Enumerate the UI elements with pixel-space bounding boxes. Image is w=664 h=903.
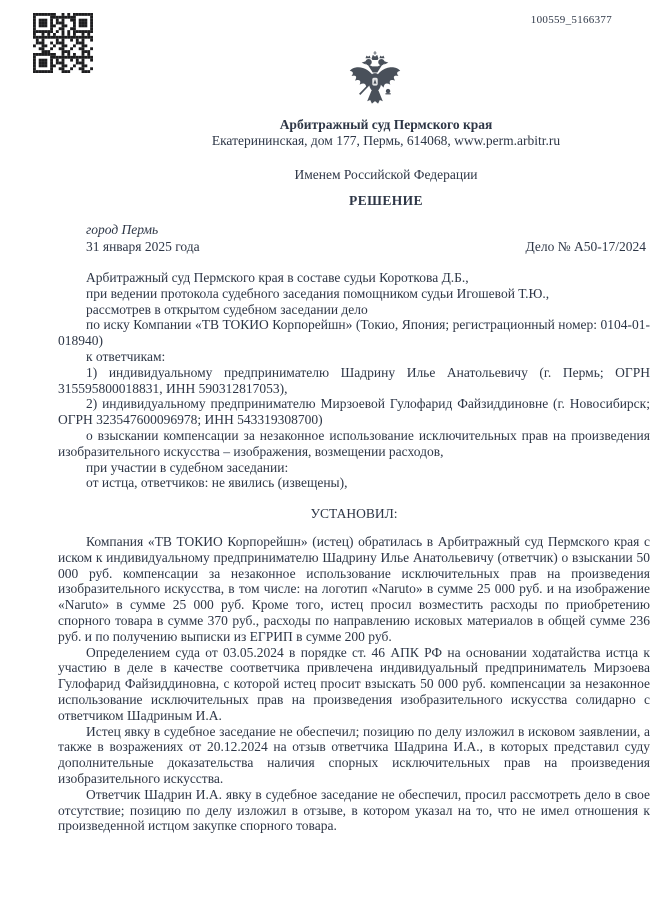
intro-paragraph: от истца, ответчиков: не явились (извещены), — [86, 475, 348, 491]
body-paragraph: Компания «ТВ ТОКИО Корпорейшн» (истец) обратилась в Арбитражный суд Пермского края с иском к индивидуальному предпринимателю Шадрину Илье Анатольевичу (ответчик) о взыскании 50 000 руб. компенсации за незаконное использование исключительных прав на произведения изобразительного искусства, в том числе: на логотип «Naruto» в сумме 25 000 руб. и на изображение «Naruto» в сумме 25 000 руб. Кроме того, истец просил возместить расходы по приобретению спорного товара в сумме 370 руб., расходы по направлению исковых материалов в общей сумме 236 руб. и по получению выписки из ЕГРИП в сумме 200 руб. — [58, 534, 650, 644]
intro-paragraph: 1) индивидуальному предпринимателю Шадрину Илье Анатольевичу (г. Пермь; ОГРН 315595800018831, ИНН 590312817053), — [58, 364, 650, 396]
body-paragraph: Истец явку в судебное заседание не обеспечил; позицию по делу изложил в исковом заявлении, а также в возражениях от 20.12.2024 на отзыв ответчика Шадрина И.А., в которых представил суду дополнительные доказательства наличия спорных исключительных прав на произведения изобразительного искусства. — [58, 723, 650, 786]
document-id-number: 100559_5166377 — [530, 14, 612, 26]
intro-paragraph: к ответчикам: — [86, 348, 166, 364]
body-paragraph: Ответчик Шадрин И.А. явку в судебное заседание не обеспечил, просил рассмотреть дело в свое отсутствие; позицию по делу изложил в отзыве, в котором указал на то, что не имел отношения к произведенной истцом закупке спорного товара. — [58, 786, 650, 834]
section-heading-ustanovil: УСТАНОВИЛ: — [310, 506, 398, 521]
intro-paragraph: при участии в судебном заседании: — [86, 459, 289, 475]
in-the-name-line: Именем Российской Федерации — [294, 167, 478, 182]
intro-paragraph: рассмотрев в открытом судебном заседании дело — [86, 301, 368, 317]
intro-paragraph: о взыскании компенсации за незаконное использование исключительных прав на произведения изобразительного искусства – изображения, возмещении расходов, — [58, 427, 650, 459]
city-line: город Пермь — [86, 222, 159, 237]
case-intro-section — [58, 270, 650, 491]
decision-body-section — [58, 534, 650, 834]
intro-paragraph: по иску Компании «ТВ ТОКИО Корпорейшн» (Токио, Япония; регистрационный номер: 0104-01-018940) — [58, 317, 650, 349]
decision-date: 31 января 2025 года — [86, 239, 200, 255]
body-paragraph: Определением суда от 03.05.2024 в порядке ст. 46 АПК РФ на основании ходатайства истца к участию в деле в качестве соответчика привлечена индивидуальный предприниматель Мирзоева Гулофарид Файзиддиновна, с которой истец просит взыскать 50 000 руб. компенсации за незаконное использование исключительных прав на произведения изобразительного искусства солидарно с ответчиком Шадриным И.А. — [58, 644, 650, 723]
case-number: Дело № А50-17/2024 — [525, 239, 646, 255]
intro-paragraph: при ведении протокола судебного заседания помощником судьи Игошевой Т.Ю., — [86, 285, 550, 301]
date-row — [58, 239, 650, 255]
russia-coat-of-arms-icon — [346, 50, 404, 116]
court-name: Арбитражный суд Пермского края — [279, 117, 493, 132]
court-address: Екатерининская, дом 177, Пермь, 614068, www.perm.arbitr.ru — [211, 133, 561, 148]
intro-paragraph: 2) индивидуальному предпринимателю Мирзоевой Гулофарид Файзиддиновне (г. Новосибирск; ОГРН 323547600096978; ИНН 543319308700) — [58, 396, 650, 428]
intro-paragraph: Арбитражный суд Пермского края в составе судьи Короткова Д.Б., — [86, 270, 469, 285]
decision-title: РЕШЕНИЕ — [349, 193, 423, 208]
place-date-block — [58, 222, 650, 255]
qr-code-icon — [33, 13, 93, 73]
